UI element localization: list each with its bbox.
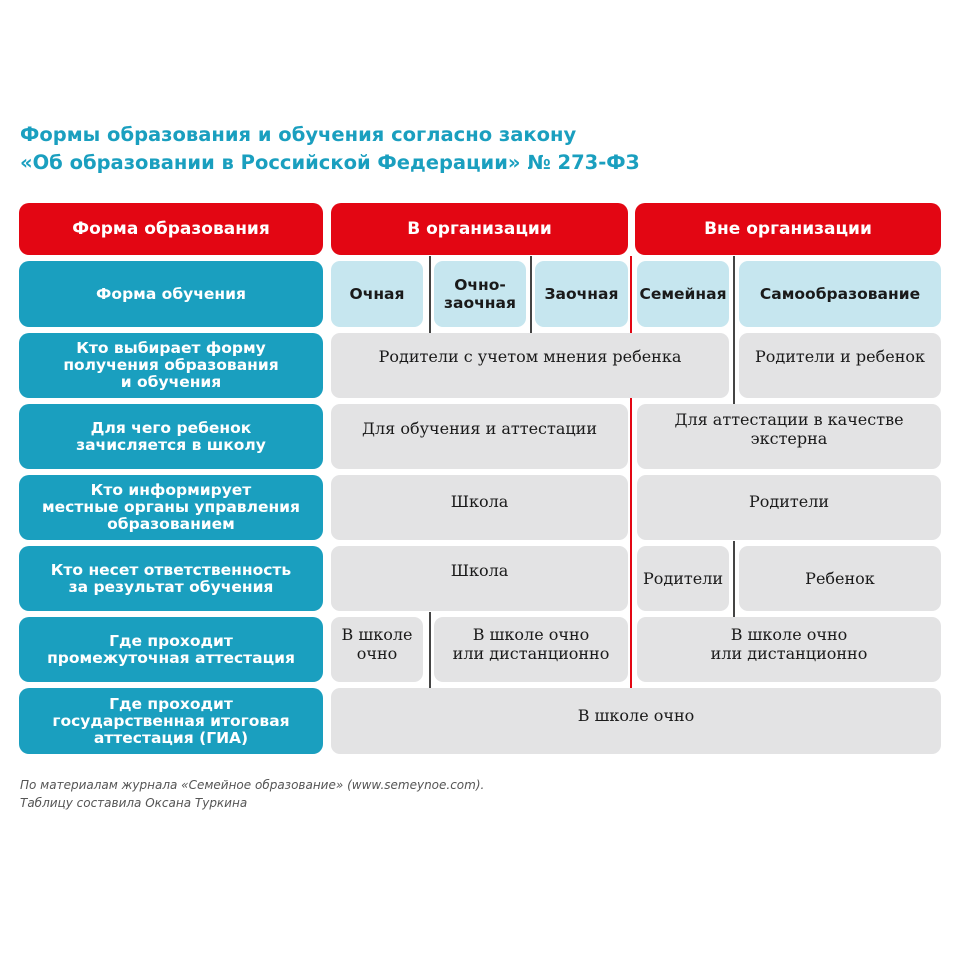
row-label-final-attestation: Где проходит государственная итоговая аттестация (ГИА) [19, 688, 323, 754]
cell-who-chooses-self-education: Родители и ребенок [739, 333, 941, 398]
row-label-who-chooses: Кто выбирает форму получения образования и обучения [19, 333, 323, 398]
header-outside-organization [635, 203, 941, 255]
header-form-of-education [19, 203, 323, 255]
footnote [20, 776, 484, 812]
row-label-who-responsible: Кто несет ответственность за результат обучения [19, 546, 323, 611]
cell-who-responsible-family: Родители [637, 546, 729, 611]
header-outside-organization-label: Вне организации [704, 219, 872, 239]
organization-divider-line [630, 256, 632, 334]
cell-who-responsible-self-education: Ребенок [739, 546, 941, 611]
page-title [20, 121, 920, 177]
organization-divider-line [630, 398, 632, 688]
row-label-who-informs: Кто информирует местные органы управления образованием [19, 475, 323, 540]
cell-interim-outside: В школе очно или дистанционно [637, 617, 941, 682]
row-label-why-enrolled: Для чего ребенок зачисляется в школу [19, 404, 323, 469]
form-full-time: Очная [331, 261, 423, 327]
column-divider-line [733, 329, 735, 404]
column-divider-line [429, 612, 431, 688]
cell-final-attestation-all: В школе очно [331, 688, 941, 754]
column-divider-line [733, 541, 735, 617]
footnote-source: По материалам журнала «Семейное образование» (www.semeynoe.com). [20, 778, 485, 792]
footnote-author: Таблицу составила Оксана Туркина [20, 796, 248, 810]
cell-who-informs-organization: Школа [331, 475, 628, 540]
cell-who-chooses-organization-family: Родители с учетом мнения ребенка [331, 333, 729, 398]
column-divider-line [429, 256, 431, 334]
cell-why-enrolled-organization: Для обучения и аттестации [331, 404, 628, 469]
cell-why-enrolled-outside: Для аттестации в качестве экстерна [637, 404, 941, 469]
header-in-organization [331, 203, 628, 255]
cell-interim-part-time-correspondence: В школе очно или дистанционно [434, 617, 628, 682]
header-form-of-education-label: Форма образования [72, 219, 270, 239]
cell-who-responsible-organization: Школа [331, 546, 628, 611]
cell-who-informs-outside: Родители [637, 475, 941, 540]
header-in-organization-label: В организации [407, 219, 552, 239]
title-line-2: «Об образовании в Российской Федерации» № 273-ФЗ [20, 151, 640, 174]
cell-interim-full-time: В школе очно [331, 617, 423, 682]
column-divider-line [733, 256, 735, 334]
row-label-form-of-study: Форма обучения [19, 261, 323, 327]
row-label-interim-attestation: Где проходит промежуточная аттестация [19, 617, 323, 682]
form-family: Семейная [637, 261, 729, 327]
form-self-education: Самообразование [739, 261, 941, 327]
form-part-time: Очно- заочная [434, 261, 526, 327]
title-line-1: Формы образования и обучения согласно закону [20, 123, 577, 146]
column-divider-line [530, 256, 532, 334]
form-correspondence: Заочная [535, 261, 628, 327]
